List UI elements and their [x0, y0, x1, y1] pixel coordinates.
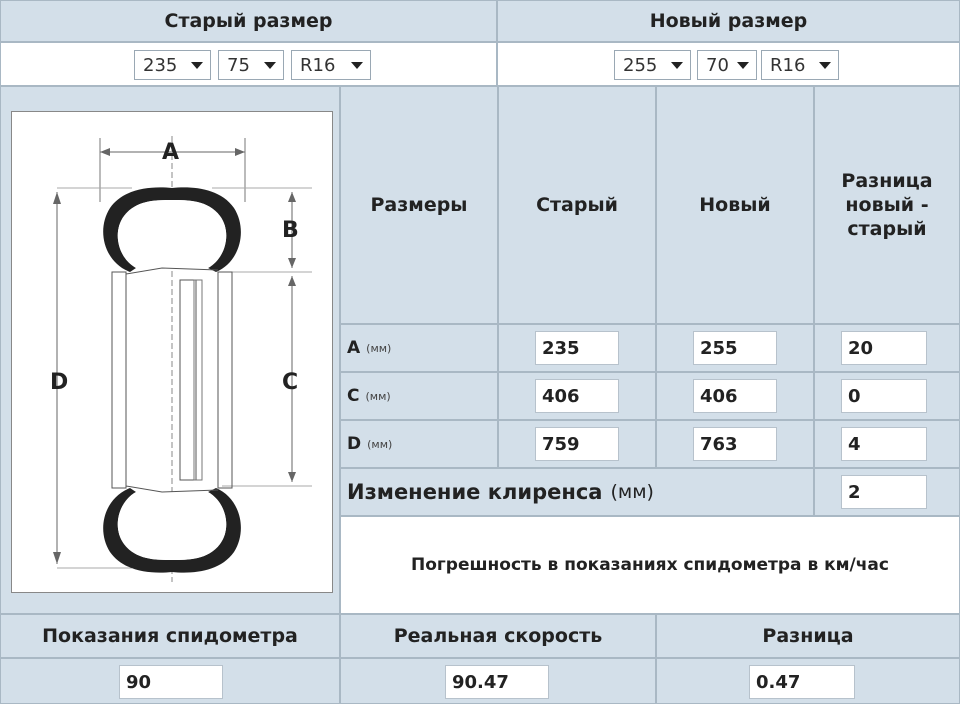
speedometer-reading-cell [0, 658, 340, 704]
col-diff-label: Разница новый - старый [841, 170, 933, 240]
row-a-diff-cell [814, 324, 960, 372]
old-size-header [0, 0, 497, 42]
speed-diff-input[interactable]: 0.47 [749, 665, 855, 699]
new-size-header [497, 0, 960, 42]
row-c-old-input[interactable]: 406 [535, 379, 619, 413]
col-diff-header [814, 86, 960, 324]
new-width-value: 255 [623, 54, 658, 76]
speed-diff-label: Разница [762, 625, 854, 647]
row-d-diff-input[interactable]: 4 [841, 427, 927, 461]
diagram-panel [0, 86, 340, 614]
col-new-header [656, 86, 814, 324]
col-new-label: Новый [699, 194, 771, 216]
speed-diff-header [656, 614, 960, 658]
label-b: B [282, 218, 299, 243]
row-d-name: D [347, 434, 362, 454]
row-d-label [340, 420, 498, 468]
clearance-input[interactable]: 2 [841, 475, 927, 509]
row-c-label [340, 372, 498, 420]
chevron-down-icon [737, 62, 749, 69]
speed-error-title: Погрешность в показаниях спидометра в км/час [410, 555, 889, 575]
chevron-down-icon [671, 62, 683, 69]
row-a-new-input[interactable]: 255 [693, 331, 777, 365]
col-old-header [498, 86, 656, 324]
col-sizes-header [340, 86, 498, 324]
col-old-label: Старый [536, 194, 618, 216]
real-speed-input[interactable]: 90.47 [445, 665, 549, 699]
old-profile-value: 75 [227, 54, 250, 76]
old-rim-select[interactable] [291, 50, 371, 80]
row-a-new-cell [656, 324, 814, 372]
row-d-new-cell [656, 420, 814, 468]
old-profile-select[interactable] [218, 50, 284, 80]
new-size-selectors [497, 42, 960, 86]
chevron-down-icon [351, 62, 363, 69]
new-rim-value: R16 [770, 54, 806, 76]
new-size-title: Новый размер [649, 10, 808, 32]
row-d-old-cell [498, 420, 656, 468]
speedometer-reading-input[interactable]: 90 [119, 665, 223, 699]
real-speed-label: Реальная скорость [393, 625, 603, 647]
label-a: A [162, 140, 180, 165]
row-a-old-input[interactable]: 235 [535, 331, 619, 365]
row-a-unit: (мм) [366, 341, 392, 355]
tire-cross-section-icon [12, 112, 332, 592]
label-c: C [282, 370, 299, 395]
speedometer-reading-label: Показания спидометра [42, 625, 298, 647]
row-d-new-input[interactable]: 763 [693, 427, 777, 461]
row-d-diff-cell [814, 420, 960, 468]
row-a-old-cell [498, 324, 656, 372]
row-a-diff-input[interactable]: 20 [841, 331, 927, 365]
row-a-label [340, 324, 498, 372]
row-c-name: C [347, 386, 360, 406]
row-c-diff-cell [814, 372, 960, 420]
clearance-label-cell [340, 468, 814, 516]
new-profile-value: 70 [706, 54, 729, 76]
col-sizes-label: Размеры [370, 194, 468, 216]
row-c-diff-input[interactable]: 0 [841, 379, 927, 413]
speed-diff-cell [656, 658, 960, 704]
new-width-select[interactable] [614, 50, 691, 80]
row-a-name: A [347, 338, 361, 358]
old-rim-value: R16 [300, 54, 336, 76]
chevron-down-icon [191, 62, 203, 69]
old-width-value: 235 [143, 54, 178, 76]
row-c-unit: (мм) [365, 389, 391, 403]
chevron-down-icon [264, 62, 276, 69]
row-c-old-cell [498, 372, 656, 420]
real-speed-header [340, 614, 656, 658]
speedometer-reading-header [0, 614, 340, 658]
clearance-unit: (мм) [610, 481, 654, 503]
tire-diagram [11, 111, 333, 593]
row-c-new-input[interactable]: 406 [693, 379, 777, 413]
speed-error-cell [340, 516, 960, 614]
clearance-label: Изменение клиренса [347, 480, 603, 504]
row-d-unit: (мм) [367, 437, 393, 451]
old-width-select[interactable] [134, 50, 211, 80]
clearance-value-cell [814, 468, 960, 516]
row-c-new-cell [656, 372, 814, 420]
new-profile-select[interactable] [697, 50, 757, 80]
old-size-title: Старый размер [164, 10, 333, 32]
new-rim-select[interactable] [761, 50, 839, 80]
old-size-selectors [0, 42, 497, 86]
label-d: D [50, 370, 69, 395]
row-d-old-input[interactable]: 759 [535, 427, 619, 461]
chevron-down-icon [819, 62, 831, 69]
real-speed-cell [340, 658, 656, 704]
